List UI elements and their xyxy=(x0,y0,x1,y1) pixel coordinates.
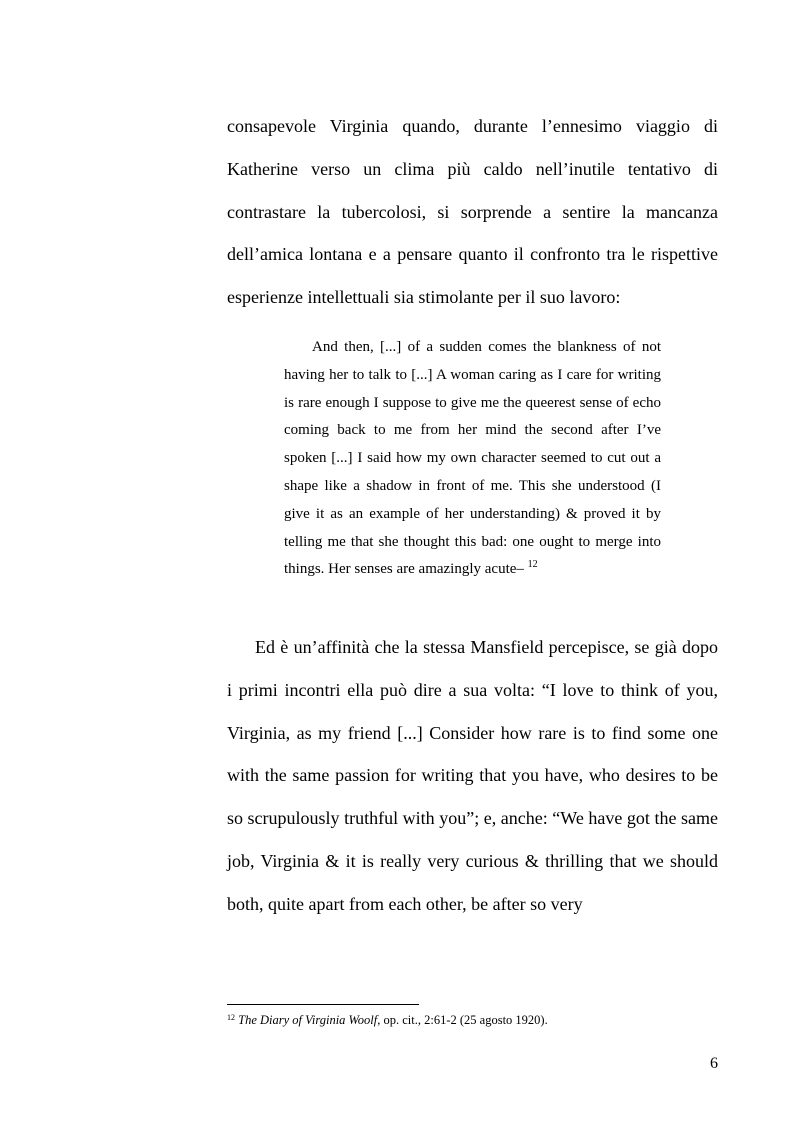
footnote-title: The Diary of Virginia Woolf xyxy=(238,1013,378,1027)
block-quote xyxy=(284,334,661,584)
page-number: 6 xyxy=(710,1055,718,1072)
footnote xyxy=(227,1011,718,1029)
block-quote-text: And then, [...] of a sudden comes the blankness of not having her to talk to [...] A woman caring as I care for writing is rare enough I suppose to give me the queerest sense of echo coming back to me from her mind the second after I’ve spoken [...] I said how my own character seemed to cut out a shape like a shadow in front of me. This she understood (I give it as an example of her understanding) & proved it by telling me that she thought this bad: one ought to merge into things. Her senses are amazingly acute– xyxy=(284,339,661,578)
body-paragraph-1: consapevole Virginia quando, durante l’ennesimo viaggio di Katherine verso un clima più caldo nell’inutile tentativo di contrastare la tubercolosi, si sorprende a sentire la mancanza dell’amica lontana e a pensare quanto il confronto tra le rispettive esperienze intellettuali sia stimolante per il suo lavoro: xyxy=(227,116,718,308)
footnote-separator xyxy=(227,1004,419,1005)
body-paragraph-2: Ed è un’affinità che la stessa Mansfield percepisce, se già dopo i primi incontri ella può dire a sua volta: “I love to think of you, Virginia, as my friend [...] Consider how rare is to find some one with the same passion for writing that you have, who desires to be so scrupulously truthful with you”; e, anche: “We have got the same job, Virginia & it is really very curious & thrilling that we should both, quite apart from each other, be after so very xyxy=(227,637,718,914)
footnote-citation: , op. cit., 2:61-2 (25 agosto 1920). xyxy=(377,1013,548,1027)
footnote-reference[interactable]: 12 xyxy=(527,559,538,571)
footnote-number: 12 xyxy=(227,1013,235,1022)
